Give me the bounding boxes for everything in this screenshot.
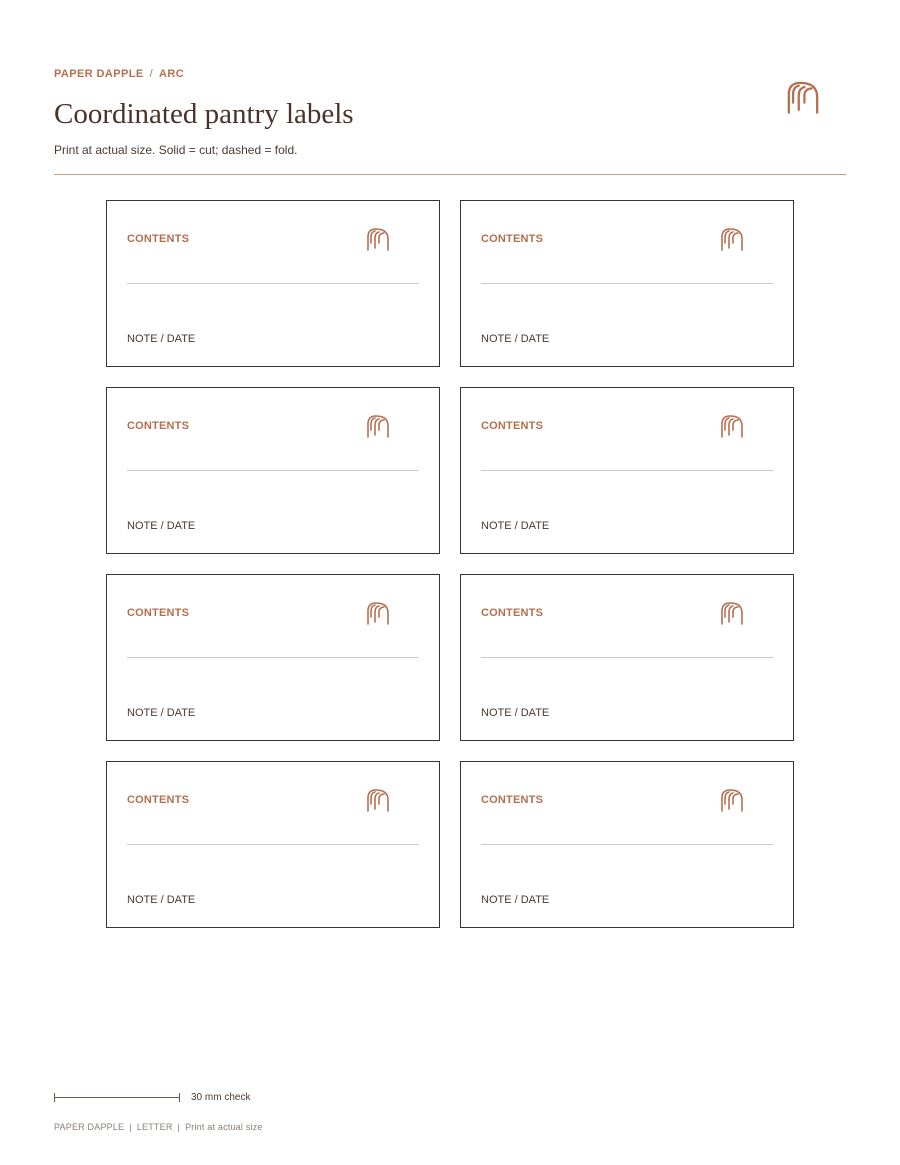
note-date-label: NOTE / DATE <box>481 894 550 906</box>
note-date-label: NOTE / DATE <box>481 707 550 719</box>
footer-separator: | <box>129 1122 132 1132</box>
pantry-label <box>106 574 440 741</box>
contents-write-line <box>127 470 419 471</box>
footer-paper-size: LETTER <box>136 1122 173 1132</box>
arc-mark-icon <box>720 601 744 625</box>
arc-mark-icon <box>720 788 744 812</box>
contents-heading: CONTENTS <box>127 607 190 619</box>
contents-heading: CONTENTS <box>481 607 544 619</box>
contents-heading: CONTENTS <box>481 794 544 806</box>
contents-write-line <box>127 657 419 658</box>
pantry-label <box>106 761 440 928</box>
contents-heading: CONTENTS <box>481 233 544 245</box>
note-date-label: NOTE / DATE <box>127 333 196 345</box>
scale-check-bar <box>54 1093 180 1102</box>
contents-write-line <box>481 283 773 284</box>
contents-heading: CONTENTS <box>127 794 190 806</box>
note-date-label: NOTE / DATE <box>127 520 196 532</box>
note-date-label: NOTE / DATE <box>481 520 550 532</box>
arc-mark-icon <box>366 601 390 625</box>
footer-brand: PAPER DAPPLE <box>54 1122 125 1132</box>
pantry-label <box>460 200 794 367</box>
label-grid <box>106 200 794 928</box>
print-instructions: Print at actual size. Solid = cut; dashed = fold. <box>54 143 298 157</box>
contents-heading: CONTENTS <box>127 420 190 432</box>
scale-bar-line <box>54 1097 180 1098</box>
footer-separator: | <box>177 1122 181 1132</box>
arc-mark-icon <box>366 227 390 251</box>
contents-write-line <box>481 844 773 845</box>
footer-instruction: Print at actual size <box>185 1122 263 1132</box>
breadcrumb-separator: / <box>149 68 154 80</box>
contents-write-line <box>127 283 419 284</box>
contents-write-line <box>481 657 773 658</box>
scale-bar-tick-right <box>179 1093 180 1102</box>
page-title: Coordinated pantry labels <box>54 98 354 130</box>
note-date-label: NOTE / DATE <box>481 333 550 345</box>
page-footer <box>54 1122 263 1132</box>
pantry-label <box>460 574 794 741</box>
pantry-label <box>460 387 794 554</box>
contents-write-line <box>127 844 419 845</box>
arc-mark-icon <box>720 414 744 438</box>
scale-bar-tick-left <box>54 1093 55 1102</box>
contents-heading: CONTENTS <box>127 233 190 245</box>
note-date-label: NOTE / DATE <box>127 707 196 719</box>
pantry-label <box>106 200 440 367</box>
contents-heading: CONTENTS <box>481 420 544 432</box>
arc-mark-icon <box>786 80 820 114</box>
arc-mark-icon <box>366 788 390 812</box>
collection-name: ARC <box>159 68 185 80</box>
pantry-label <box>460 761 794 928</box>
arc-mark-icon <box>366 414 390 438</box>
note-date-label: NOTE / DATE <box>127 894 196 906</box>
pantry-label <box>106 387 440 554</box>
brand-breadcrumb <box>54 68 184 80</box>
contents-write-line <box>481 470 773 471</box>
arc-mark-icon <box>720 227 744 251</box>
brand-name: PAPER DAPPLE <box>54 68 144 80</box>
scale-check-label: 30 mm check <box>191 1092 251 1103</box>
header-divider <box>54 174 846 175</box>
